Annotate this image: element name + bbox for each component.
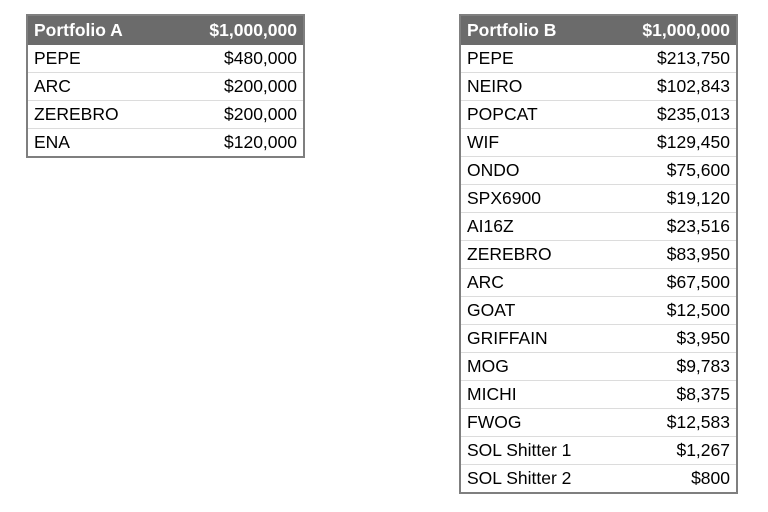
asset-amount: $1,267 xyxy=(609,437,737,465)
table-row xyxy=(460,101,737,129)
asset-amount: $12,583 xyxy=(609,409,737,437)
asset-amount: $213,750 xyxy=(609,45,737,73)
portfolio-b-header-row xyxy=(460,15,737,45)
asset-amount: $120,000 xyxy=(224,132,297,152)
asset-name: AI16Z xyxy=(460,213,609,241)
asset-amount: $12,500 xyxy=(609,297,737,325)
asset-name: ZEREBRO xyxy=(460,241,609,269)
asset-name: SOL Shitter 1 xyxy=(460,437,609,465)
asset-name: FWOG xyxy=(460,409,609,437)
table-row xyxy=(27,45,304,73)
table-row xyxy=(460,45,737,73)
table-row xyxy=(460,213,737,241)
table-row xyxy=(460,73,737,101)
asset-amount: $19,120 xyxy=(609,185,737,213)
asset-name: ENA xyxy=(34,132,70,152)
asset-amount: $800 xyxy=(691,468,730,488)
asset-name: POPCAT xyxy=(460,101,609,129)
asset-amount: $480,000 xyxy=(166,45,304,73)
asset-name: MOG xyxy=(460,353,609,381)
asset-name: ZEREBRO xyxy=(27,101,166,129)
portfolio-b-total: $1,000,000 xyxy=(609,15,737,45)
table-row xyxy=(27,101,304,129)
portfolio-a-header-row xyxy=(27,15,304,45)
asset-name: SPX6900 xyxy=(460,185,609,213)
asset-amount: $200,000 xyxy=(166,73,304,101)
portfolio-b-body xyxy=(460,45,737,493)
portfolio-b-table xyxy=(459,14,738,494)
asset-amount: $3,950 xyxy=(609,325,737,353)
table-row xyxy=(460,465,737,494)
asset-amount: $8,375 xyxy=(609,381,737,409)
asset-name: MICHI xyxy=(460,381,609,409)
asset-name: GOAT xyxy=(460,297,609,325)
table-row xyxy=(27,73,304,101)
asset-name: NEIRO xyxy=(460,73,609,101)
asset-amount: $102,843 xyxy=(609,73,737,101)
asset-name: PEPE xyxy=(460,45,609,73)
table-row xyxy=(460,409,737,437)
table-row xyxy=(460,269,737,297)
asset-name: WIF xyxy=(460,129,609,157)
table-row xyxy=(460,381,737,409)
table-row xyxy=(460,325,737,353)
table-row xyxy=(460,437,737,465)
asset-name: PEPE xyxy=(27,45,166,73)
asset-name: ONDO xyxy=(460,157,609,185)
table-row xyxy=(460,297,737,325)
asset-amount: $9,783 xyxy=(609,353,737,381)
table-row xyxy=(460,129,737,157)
asset-name: SOL Shitter 2 xyxy=(467,468,572,488)
portfolio-a-table xyxy=(26,14,305,158)
table-row xyxy=(27,129,304,158)
portfolio-a-title: Portfolio A xyxy=(27,15,166,45)
asset-amount: $235,013 xyxy=(609,101,737,129)
table-row xyxy=(460,353,737,381)
asset-name: GRIFFAIN xyxy=(460,325,609,353)
asset-amount: $129,450 xyxy=(609,129,737,157)
asset-name: ARC xyxy=(460,269,609,297)
portfolio-a-body xyxy=(27,45,304,157)
table-row xyxy=(460,241,737,269)
asset-amount: $23,516 xyxy=(609,213,737,241)
table-row xyxy=(460,157,737,185)
portfolio-a-total: $1,000,000 xyxy=(166,15,304,45)
table-row xyxy=(460,185,737,213)
asset-amount: $75,600 xyxy=(609,157,737,185)
asset-amount: $83,950 xyxy=(609,241,737,269)
asset-name: ARC xyxy=(27,73,166,101)
portfolio-b-title: Portfolio B xyxy=(460,15,609,45)
asset-amount: $200,000 xyxy=(166,101,304,129)
asset-amount: $67,500 xyxy=(609,269,737,297)
